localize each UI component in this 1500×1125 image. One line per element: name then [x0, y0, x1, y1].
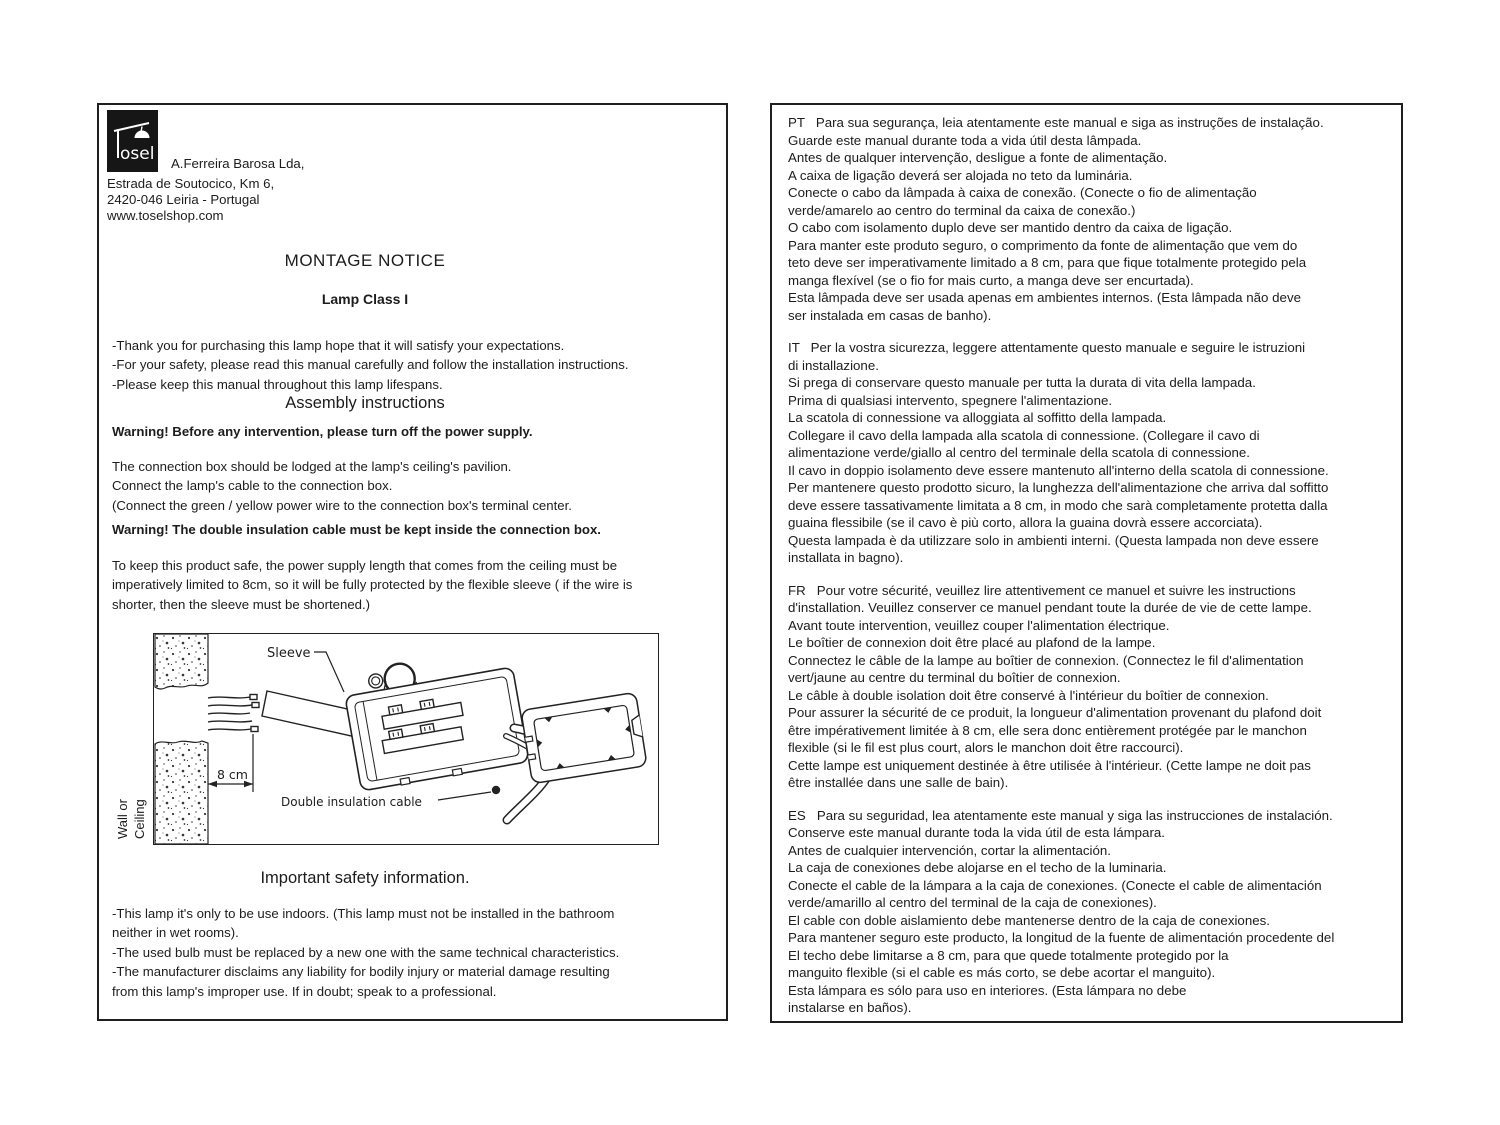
- text-line: Prima di qualsiasi intervento, spegnere l'alimentazione.: [788, 392, 1113, 408]
- text-line: -Thank you for purchasing this lamp hope that it will satisfy your expectations.: [112, 338, 565, 353]
- text-line: El cable con doble aislamiento debe mantenerse dentro de la caja de conexiones.: [788, 912, 1270, 928]
- warning-power-supply: Warning! Before any intervention, please turn off the power supply.: [112, 424, 533, 439]
- text-line: manga flexível (se o fio for mais curto, a manga deve ser encurtada).: [788, 272, 1194, 288]
- company-name: A.Ferreira Barosa Lda,: [171, 156, 305, 171]
- cable-label: Double insulation cable: [281, 795, 422, 809]
- connection-box-drawing: [341, 644, 529, 792]
- section-spanish: [788, 807, 1387, 1017]
- text-line: Para manter este produto seguro, o comprimento da fonte de alimentação que vem do: [788, 237, 1298, 253]
- text-line: vert/jaune au centre du terminal du boîtier de connexion.: [788, 670, 1121, 685]
- company-address: [107, 176, 274, 225]
- sleeve-leader-line: [314, 652, 344, 692]
- text-line: teto deve ser imperativamente limitado a 8 cm, para que fique totalmente protegido pela: [788, 255, 1307, 270]
- text-line: guaina flessibile (se il cavo è più corto, allora la guaina dovrà essere accorciata).: [788, 515, 1263, 530]
- logo-wordmark: osel: [120, 144, 155, 164]
- safety-paragraph: [112, 904, 718, 1001]
- section-portuguese: [788, 114, 1387, 324]
- text-line: alimentazione verde/giallo al centro del terminale della scatola di connessione.: [788, 445, 1250, 460]
- text-line: Le câble à double isolation doit être conservé à l'intérieur du boîtier de connexion.: [788, 687, 1269, 703]
- text-line: Le boîtier de connexion doit être placé au plafond de la lampe.: [788, 635, 1156, 650]
- text-line: -For your safety, please read this manual carefully and follow the installation instructions.: [112, 357, 629, 373]
- text-line: PT Para sua segurança, leia atentamente este manual e siga as instruções de instalação.: [788, 115, 1324, 130]
- text-line: shorter, then the sleeve must be shortened.): [112, 596, 371, 612]
- text-line: Esta lâmpada deve ser usada apenas em ambientes internos. (Esta lâmpada não deve: [788, 290, 1301, 305]
- text-line: Esta lámpara es sólo para uso en interiores. (Esta lámpara no debe: [788, 982, 1187, 998]
- text-line: flexible (si le fil est plus court, alors le manchon doit être raccourci).: [788, 740, 1184, 755]
- text-line: installata in bagno).: [788, 550, 904, 565]
- safety-information-heading: Important safety information.: [260, 869, 470, 887]
- text-line: deve essere tassativamente limitata a 8 cm, in modo che sarà completamente protetta dalla: [788, 497, 1328, 513]
- cable-leader-line: [438, 792, 491, 800]
- text-line: Wall or: [115, 799, 130, 839]
- text-line: Ceiling: [132, 799, 147, 839]
- text-line: Avant toute intervention, veuillez couper l'alimentation électrique.: [788, 617, 1170, 633]
- text-line: verde/amarillo al centro del terminal de la caja de conexiones).: [788, 895, 1157, 910]
- assembly-instructions-heading: Assembly instructions: [285, 394, 445, 412]
- text-line: être impérativement limitée à 8 cm, elle sera donc entièrement protégée par le manchon: [788, 722, 1307, 738]
- text-line: 2420-046 Leiria - Portugal: [107, 192, 260, 208]
- text-line: Connectez le câble de la lampe au boîtier de connexion. (Connectez le fil d'alimentation: [788, 652, 1304, 668]
- text-line: Il cavo in doppio isolamento deve essere mantenuto all'interno della scatola di connessione.: [788, 462, 1329, 478]
- text-line: A caixa de ligação deverá ser alojada no teto da luminária.: [788, 167, 1133, 183]
- sleeve-label: Sleeve: [267, 646, 311, 661]
- supply-wires-drawing: [208, 695, 259, 732]
- text-line: Conecte o cabo da lâmpada à caixa de conexão. (Conecte o fio de alimentação: [788, 185, 1257, 200]
- cable-leader-dot: [492, 786, 500, 794]
- text-line: Conserve este manual durante toda la vida útil de esta lámpara.: [788, 825, 1165, 840]
- text-line: Antes de qualquer intervenção, desligue a fonte de alimentação.: [788, 150, 1168, 165]
- wall-or-ceiling-label: [114, 747, 152, 839]
- text-line: El techo debe limitarse a 8 cm, para que quede totalmente protegido por la: [788, 947, 1229, 963]
- text-line: Per mantenere questo prodotto sicuro, la lunghezza dell'alimentazione che arriva dal soffitto: [788, 480, 1329, 495]
- text-line: Pour assurer la sécurité de ce produit, la longueur d'alimentation provenant du plafond doit: [788, 705, 1322, 720]
- text-line: di installazione.: [788, 357, 879, 373]
- text-line: -This lamp it's only to be use indoors. (This lamp must not be installed in the bathroom: [112, 906, 615, 921]
- text-line: Conecte el cable de la lámpara a la caja de conexiones. (Conecte el cable de alimentación: [788, 877, 1322, 893]
- text-line: (Connect the green / yellow power wire to the connection box's terminal center.: [112, 497, 572, 513]
- page-title: MONTAGE NOTICE: [284, 251, 446, 270]
- text-line: verde/amarelo ao centro do terminal da caixa de conexão.): [788, 202, 1136, 218]
- text-line: To keep this product safe, the power supply length that comes from the ceiling must be: [112, 558, 618, 573]
- supply-length-instructions: [112, 556, 718, 614]
- tosel-logo: [107, 110, 158, 172]
- text-line: www.toselshop.com: [107, 208, 224, 224]
- text-line: The connection box should be lodged at the lamp's ceiling's pavilion.: [112, 459, 512, 474]
- installation-diagram: [153, 633, 659, 845]
- wall-section-drawing: [155, 634, 208, 844]
- text-line: Questa lampada è da utilizzare solo in ambienti interni. (Questa lampada non deve essere: [788, 532, 1319, 548]
- section-french: [788, 582, 1387, 792]
- lamp-class-subtitle: Lamp Class I: [321, 291, 409, 307]
- intro-paragraph: [112, 336, 718, 394]
- text-line: Collegare il cavo della lampada alla scatola di connessione. (Collegare il cavo di: [788, 427, 1260, 443]
- connection-box-instructions: [112, 457, 718, 515]
- text-line: Estrada de Soutocico, Km 6,: [107, 176, 275, 191]
- text-line: manguito flexible (si el cable es más corto, se debe acortar el manguito).: [788, 965, 1216, 980]
- text-line: La caja de conexiones debe alojarse en el techo de la luminaria.: [788, 860, 1167, 875]
- lid-drawing: [521, 692, 647, 783]
- text-line: Antes de cualquier intervención, cortar la alimentación.: [788, 842, 1111, 858]
- dimension-label: 8 cm: [217, 767, 248, 782]
- text-line: d'installation. Veuillez conserver ce manuel pendant toute la durée de vie de cette lampe.: [788, 600, 1312, 615]
- warning-double-insulation: Warning! The double insulation cable must be kept inside the connection box.: [112, 522, 601, 537]
- text-line: instalarse en baños).: [788, 1000, 912, 1015]
- text-line: La scatola di connessione va alloggiata al soffitto della lampada.: [788, 410, 1167, 425]
- text-line: Cette lampe est uniquement destinée à être utilisée à l'intérieur. (Cette lampe ne doit pas: [788, 757, 1311, 773]
- dimension-8cm: [208, 734, 253, 792]
- text-line: Para mantener seguro este producto, la longitud de la fuente de alimentación procedente del: [788, 930, 1335, 945]
- text-line: Si prega di conservare questo manuale per tutta la durata di vita della lampada.: [788, 375, 1256, 390]
- text-line: ES Para su seguridad, lea atentamente este manual y siga las instrucciones de instalación.: [788, 807, 1333, 823]
- left-page-panel: [97, 103, 728, 1021]
- text-line: -The manufacturer disclaims any liability for bodily injury or material damage resulting: [112, 964, 610, 980]
- text-line: -The used bulb must be replaced by a new one with the same technical characteristics.: [112, 944, 620, 960]
- text-line: neither in wet rooms).: [112, 925, 239, 941]
- text-line: Guarde este manual durante toda a vida útil desta lâmpada.: [788, 132, 1142, 148]
- text-line: Connect the lamp's cable to the connection box.: [112, 478, 393, 494]
- text-line: imperatively limited to 8cm, so it will be fully protected by the flexible sleeve ( if the wire is: [112, 577, 633, 593]
- text-line: ser instalada em casas de banho).: [788, 307, 992, 323]
- text-line: O cabo com isolamento duplo deve ser mantido dentro da caixa de ligação.: [788, 220, 1233, 235]
- right-page-panel: [770, 103, 1403, 1023]
- text-line: IT Per la vostra sicurezza, leggere attentamente questo manuale e seguire le istruzioni: [788, 340, 1306, 355]
- text-line: -Please keep this manual throughout this lamp lifespans.: [112, 376, 443, 392]
- text-line: être installée dans une salle de bain).: [788, 775, 1009, 790]
- letterhead: [107, 110, 304, 172]
- section-italian: [788, 339, 1387, 567]
- text-line: from this lamp's improper use. If in doubt; speak to a professional.: [112, 983, 497, 999]
- text-line: FR Pour votre sécurité, veuillez lire attentivement ce manuel et suivre les instructions: [788, 582, 1296, 598]
